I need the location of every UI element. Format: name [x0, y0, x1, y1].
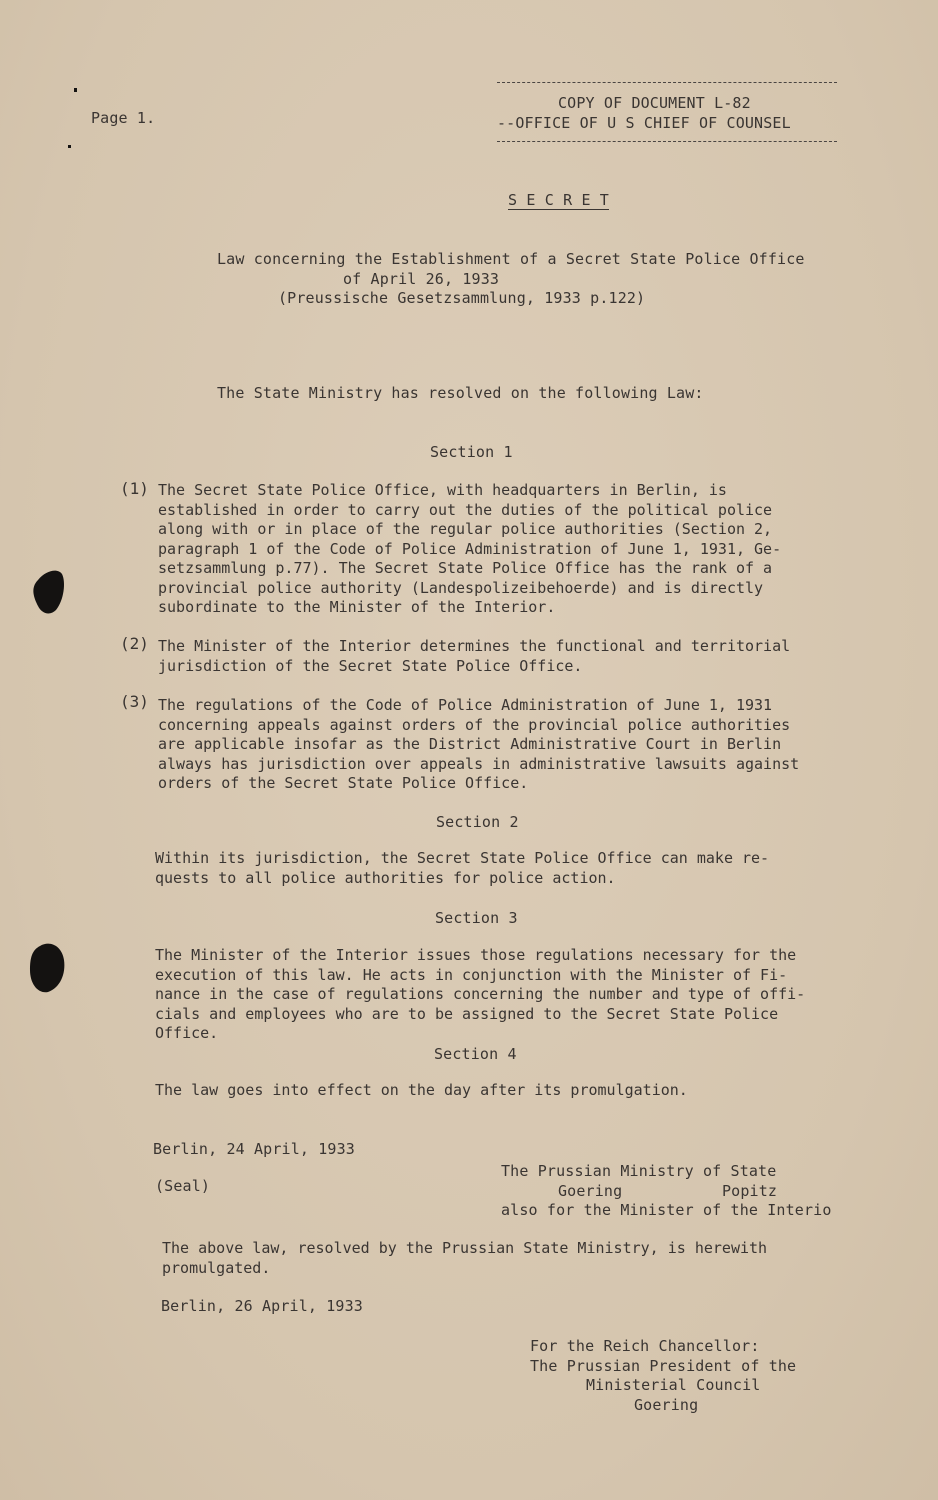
- punch-hole-blot-upper: [28, 566, 68, 616]
- signing2-line4: Goering: [634, 1396, 699, 1414]
- signing2-line1: For the Reich Chancellor:: [530, 1337, 760, 1355]
- section3-text: The Minister of the Interior issues those regulations necessary for the execution of this law. He acts in conjunction with the Minister of Fi- nance in the case of regulations concerning the number and type of offi- cials and employees who are to be assigned to the Secret State Police Office.: [155, 946, 806, 1042]
- signing2-place-date: Berlin, 26 April, 1933: [161, 1297, 363, 1315]
- title-line3: (Preussische Gesetzsammlung, 1933 p.122): [278, 289, 646, 307]
- signing1-place-date: Berlin, 24 April, 1933: [153, 1140, 355, 1158]
- preamble: The State Ministry has resolved on the following Law:: [217, 384, 704, 402]
- section1-p2-number: (2): [120, 634, 149, 653]
- signing1-signer-b: Popitz: [722, 1182, 778, 1200]
- speck: [74, 88, 77, 92]
- signing1-also: also for the Minister of the Interio: [501, 1201, 832, 1219]
- classification-mark: S E C R E T: [508, 191, 609, 209]
- signing1-ministry: The Prussian Ministry of State: [501, 1162, 777, 1180]
- title-line2: of April 26, 1933: [343, 270, 500, 288]
- header-line1: COPY OF DOCUMENT L-82: [558, 94, 751, 112]
- header-bottom-rule: [497, 141, 837, 142]
- signing2-line2: The Prussian President of the: [530, 1357, 797, 1375]
- promulgation-text: The above law, resolved by the Prussian State Ministry, is herewith promulgated.: [162, 1239, 768, 1277]
- signing2-line3: Ministerial Council: [586, 1376, 761, 1394]
- title-line1: Law concerning the Establishment of a Secret State Police Office: [217, 250, 805, 268]
- header-line2: --OFFICE OF U S CHIEF OF COUNSEL: [497, 114, 791, 132]
- seal-label: (Seal): [155, 1177, 211, 1195]
- header-top-rule: [497, 82, 837, 83]
- section1-p3-number: (3): [120, 692, 149, 711]
- section2-text: Within its jurisdiction, the Secret State Police Office can make re- quests to all police authorities for police action.: [155, 849, 770, 887]
- section3-heading: Section 3: [435, 909, 518, 927]
- section4-text: The law goes into effect on the day after its promulgation.: [155, 1081, 688, 1099]
- section1-p1-number: (1): [120, 479, 149, 498]
- punch-hole-blot-lower: [26, 940, 70, 996]
- signing1-signer-a: Goering: [558, 1182, 623, 1200]
- section1-paragraph1: The Secret State Police Office, with headquarters in Berlin, is established in order to carry out the duties of the political police along with or in place of the regular police authorities (Section 2, paragraph 1 of the Code of Police Administration of June 1, 1931, Ge- setzsammlung p.77). The Secret State Police Office has the rank of a provincial police authority (Landespolizeibehoerde) and is directly subordinate to the Minister of the Interior.: [158, 481, 782, 616]
- section2-heading: Section 2: [436, 813, 519, 831]
- section1-paragraph2: The Minister of the Interior determines the functional and territorial jurisdiction of the Secret State Police Office.: [158, 637, 791, 675]
- section4-heading: Section 4: [434, 1045, 517, 1063]
- section1-heading: Section 1: [430, 443, 513, 461]
- speck: [68, 145, 71, 148]
- page-label: Page 1.: [91, 109, 156, 127]
- section1-paragraph3: The regulations of the Code of Police Administration of June 1, 1931 concerning appeals against orders of the provincial police authorities are applicable insofar as the District Administrative Court in Berlin always has jurisdiction over appeals in administrative lawsuits against orders of the Secret State Police Office.: [158, 696, 800, 792]
